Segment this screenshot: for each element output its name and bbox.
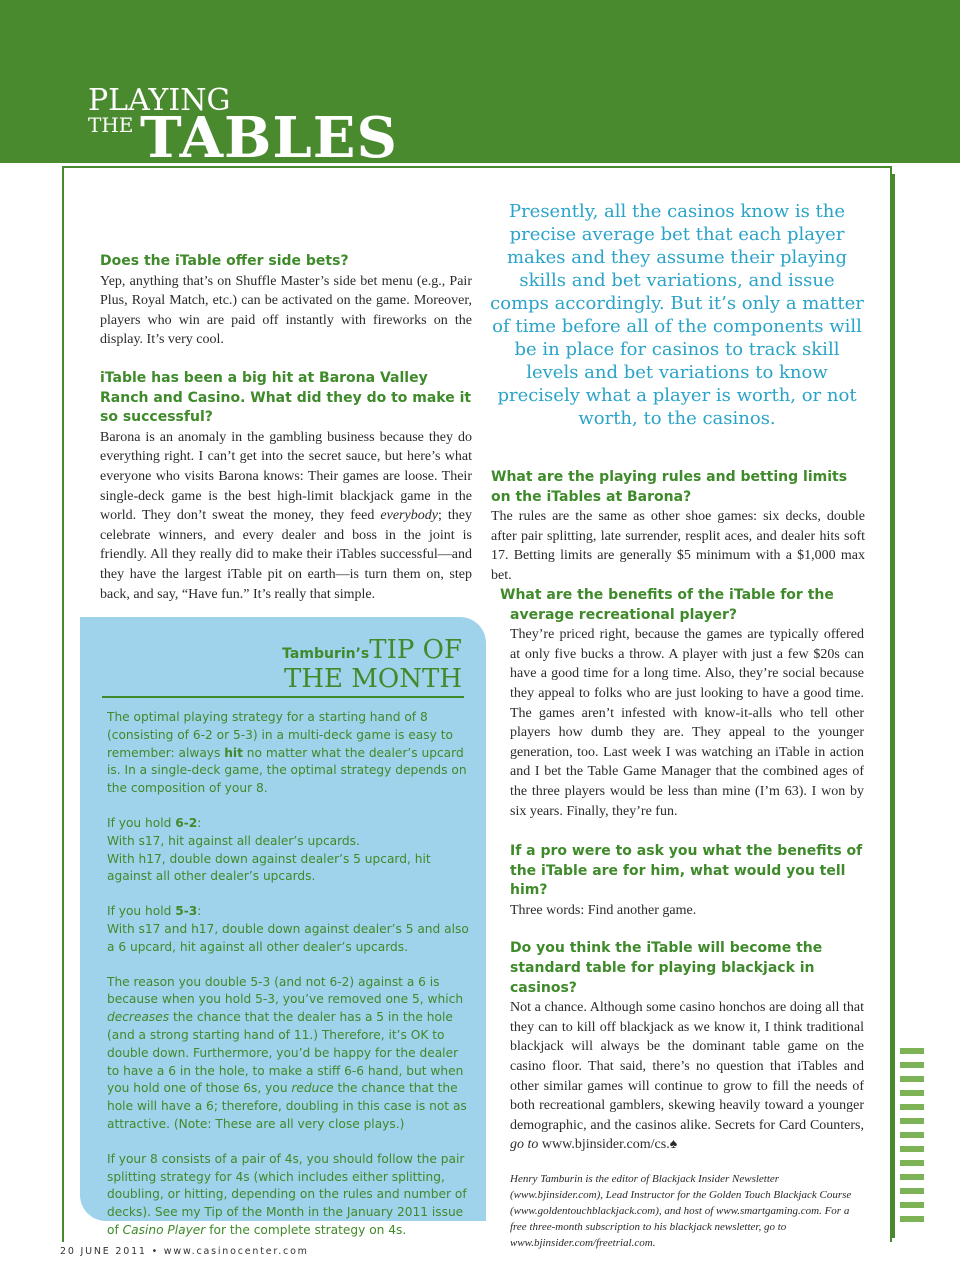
tip-body: [107, 709, 469, 1257]
answer-side-bets: Yep, anything that’s on Shuffle Master’s side bet menu (e.g., Pair Plus, Royal Match, etc.) can be activated on the game. Moreover, players who win are paid off instantly with fireworks on the display. It’s very cool.: [100, 273, 472, 348]
tip-divider: [102, 696, 464, 698]
tip-paragraph-intro: The optimal playing strategy for a starting hand of 8 (consisting of 6-2 or 5-3) in a multi-deck game is easy to remember: always hit no matter what the dealer’s upcard is. In a single-deck game, the optimal strategy depends on the composition of your 8.: [107, 710, 467, 796]
tip-month-label: THE MONTH: [284, 664, 462, 694]
tip-of-label: TIP OF: [369, 635, 462, 665]
question-barona-success: iTable has been a big hit at Barona Valley Ranch and Casino. What did they do to make it so successful?: [100, 369, 472, 426]
right-column-benefits: [500, 586, 864, 821]
tip-paragraph-6-2: If you hold 6-2: With s17, hit against all dealer’s upcards. With h17, double down against dealer’s 5 upcard, hit against all other dealer’s upcards.: [107, 815, 431, 884]
tip-paragraph-5-3: If you hold 5-3: With s17 and h17, double down against dealer’s 5 and also a 6 upcard, hit against all other dealer’s upcards.: [107, 904, 469, 954]
page-footer: 20 JUNE 2011 • www.casinocenter.com: [60, 1246, 309, 1257]
answer-standard-table: Not a chance. Although some casino honchos are doing all that they can to kill off blackjack as we know it, I think traditional blackjack will always be the dominant table game on the casino floor. That said, there’s no question that iTables and other similar games will continue to grow to fill the needs of both recreational gamblers, skewing heavily toward a younger demographic, and the casinos alike. Secrets for Card Counters, go to www.bjinsider.com/cs.♠: [510, 1000, 864, 1153]
answer-rules-limits: The rules are the same as other shoe games: six decks, double after pair splitting, late surrender, resplit aces, and dealer hits soft 17. Betting limits are generally $5 minimum with a $1,000 max bet.: [491, 509, 865, 583]
decorative-stripes: [900, 1048, 924, 1238]
header-tables: TABLES: [140, 105, 398, 171]
right-column-top: [491, 468, 865, 586]
tip-paragraph-pair-4s: If your 8 consists of a pair of 4s, you should follow the pair splitting strategy for 4s (which includes either splitting, doubling, or hitting, depending on the rules and number of decks). See my Tip of the Month in the January 2011 issue of Casino Player for the complete strategy on 4s.: [107, 1151, 467, 1237]
tip-of-the-month-box: [80, 617, 486, 1237]
tip-heading: [282, 635, 462, 693]
header-the: THE: [88, 113, 134, 137]
answer-pro-benefits: Three words: Find another game.: [510, 902, 697, 918]
left-column: [100, 252, 472, 604]
spade-icon: ♠: [669, 1137, 678, 1153]
header-playing: PLAYING: [88, 83, 231, 118]
tip-paragraph-reason: The reason you double 5-3 (and not 6-2) against a 6 is because when you hold 5-3, you’ve removed one 5, which decreases the chance that the dealer has a 5 in the hole (and a strong starting hand of 11.) Therefore, it’s OK to double down. Furthermore, you’d be happy for the dealer to have a 6 in the hole, to make a stiff 6-6 hand, but when you hold one of those 6s, you reduce the chance that the hole will have a 6; therefore, doubling in this case is not as attractive. (Note: These are all very close plays.): [107, 974, 467, 1131]
answer-benefits-average: They’re priced right, because the games are typically offered at only five bucks a throw. A player with just a few $20s can have a good time for a long time. Also, they’re social because they appeal to folks who are just looking to have a good time. The games aren’t infested with know-it-alls who tell other players how dumb they are. They appeal to the younger generation, too. Last week I was watching an iTable in action and I bet the Table Game Manager that the combined ages of the three players would be less than mine (I’m 63). I won by six years. Finally, they’re fun.: [510, 627, 864, 819]
answer-barona-success: Barona is an anomaly in the gambling business because they do everything right. I can’t get into the secret sauce, but here’s what everyone who visits Barona knows: Their games are loose. Their single-deck game is the best high-limit blackjack game in the world. They don’t sweat the money, they feed everybody; they celebrate winners, and every dealer and boss in the joint is friendly. All they really did to make their iTables successful—and they have the largest iTable pit on earth—is turn them on, step back, and say, “Have fun.” It’s really that simple.: [100, 429, 473, 602]
question-benefits-average: What are the benefits of the iTable for the average recreational player?: [500, 587, 834, 623]
right-column-bottom: [510, 842, 864, 1251]
question-rules-limits: What are the playing rules and betting limits on the iTables at Barona?: [491, 469, 848, 505]
author-bio: Henry Tamburin is the editor of Blackjack Insider Newsletter (www.bjinsider.com), Lead Instructor for the Golden Touch Blackjack Course (www.goldentouchblackjack.com), and host of www.smartgaming.com. For a free three-month subscription to his blackjack newsletter, go to www.bjinsider.com/freetrial.com.: [510, 1172, 852, 1249]
pull-quote: Presently, all the casinos know is the precise average bet that each player makes and they assume their playing skills and bet variations, and issue comps accordingly. But it’s only a matter of time before all of the components will be in place for casinos to track skill levels and bet variations to know precisely what a player is worth, or not worth, to the casinos.: [490, 201, 864, 429]
question-pro-benefits: If a pro were to ask you what the benefits of the iTable are for him, what would you tell him?: [510, 843, 863, 899]
tip-author-name: Tamburin’s: [282, 646, 370, 662]
page-frame-inner-rule: [886, 174, 895, 1238]
question-side-bets: Does the iTable offer side bets?: [100, 253, 349, 269]
question-standard-table: Do you think the iTable will become the standard table for playing blackjack in casinos?: [510, 940, 823, 996]
header-banner: [0, 0, 960, 171]
